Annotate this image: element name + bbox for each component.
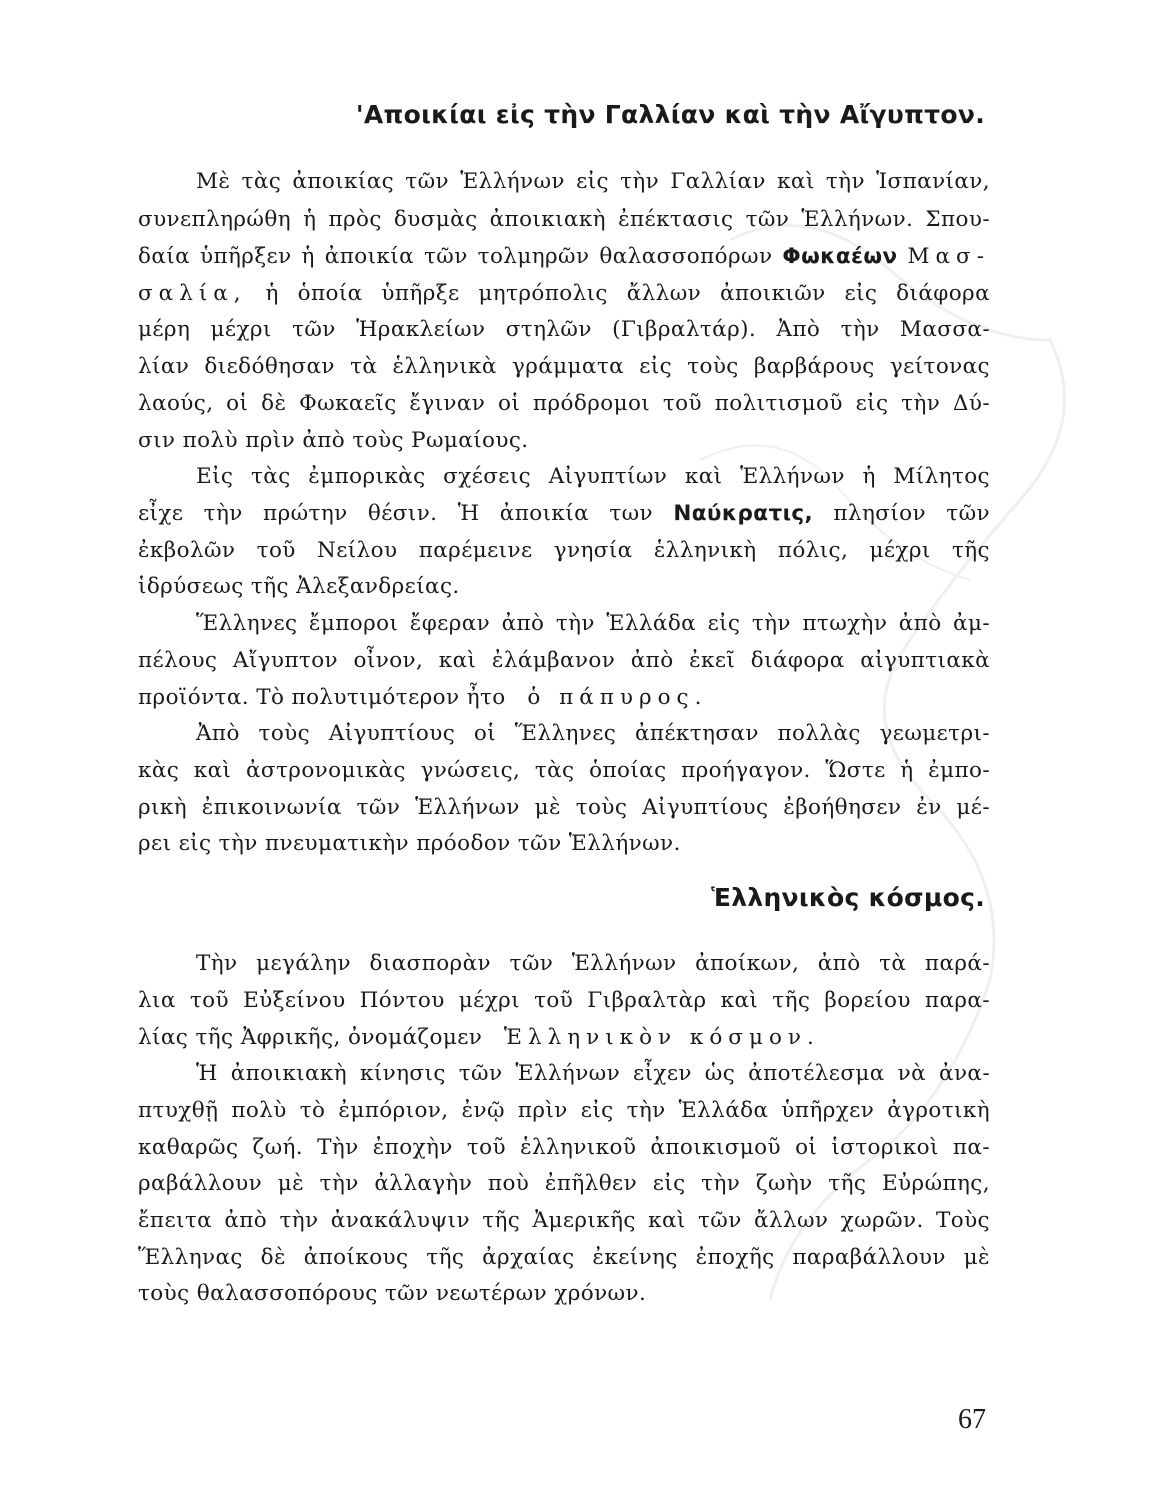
text-line: ἔπειτα ἀπὸ τὴν ἀνακάλυψιν τῆς Ἀμερικῆς καὶ τῶν ἄλλων χωρῶν. Τοὺς bbox=[138, 1208, 990, 1233]
text-line: Εἰς τὰς ἐμπορικὰς σχέσεις Αἰγυπτίων καὶ Ἑλλήνων ἡ Μίλητος bbox=[196, 464, 990, 489]
text-line: σιν πολὺ πρὶν ἀπὸ τοὺς Ρωμαίους. bbox=[138, 428, 529, 453]
text-line: λια τοῦ Εὐξείνου Πόντου μέχρι τοῦ Γιβραλτὰρ καὶ τῆς βορείου παρα- bbox=[138, 988, 990, 1013]
text-line: συνεπληρώθη ἡ πρὸς δυσμὰς ἀποικιακὴ ἐπέκτασις τῶν Ἑλλήνων. Σπου- bbox=[138, 207, 990, 232]
section-title-greek-world: Ἑλληνικὸς κόσμος. bbox=[711, 883, 985, 912]
text-line: καθαρῶς ζωή. Τὴν ἐποχὴν τοῦ ἑλληνικοῦ ἀποικισμοῦ οἱ ἱστορικοὶ πα- bbox=[138, 1135, 990, 1160]
text-line: λαούς, οἱ δὲ Φωκαεῖς ἔγιναν οἱ πρόδρομοι τοῦ πολιτισμοῦ εἰς τὴν Δύ- bbox=[138, 391, 990, 416]
text-span: πλησίον τῶν bbox=[833, 501, 990, 526]
text-span: προϊόντα. Τὸ πολυτιμότερον ἦτο bbox=[138, 685, 506, 710]
text-line bbox=[138, 243, 990, 271]
text-line: ἱδρύσεως τῆς Ἀλεξανδρείας. bbox=[138, 574, 460, 599]
text-span: Μασ- bbox=[907, 244, 990, 269]
text-line: λίαν διεδόθησαν τὰ ἑλληνικὰ γράμματα εἰς τοὺς βαρβάρους γείτονας bbox=[138, 354, 990, 379]
text-line: τοὺς θαλασσοπόρους τῶν νεωτέρων χρόνων. bbox=[138, 1281, 647, 1306]
text-line: Ἀπὸ τοὺς Αἰγυπτίους οἱ Ἕλληνες ἀπέκτησαν πολλὰς γεωμετρι- bbox=[196, 721, 990, 746]
text-line: ρικὴ ἐπικοινωνία τῶν Ἑλλήνων μὲ τοὺς Αἰγυπτίους ἐβοήθησεν ἐν μέ- bbox=[138, 795, 990, 820]
text-line bbox=[138, 1024, 990, 1052]
text-line: ραβάλλουν μὲ τὴν ἀλλαγὴν ποὺ ἐπῆλθεν εἰς τὴν ζωὴν τῆς Εὐρώπης, bbox=[138, 1171, 990, 1196]
text-line: ἐκβολῶν τοῦ Νείλου παρέμεινε γνησία ἑλληνικὴ πόλις, μέχρι τῆς bbox=[138, 538, 990, 563]
text-line bbox=[138, 684, 990, 712]
text-line: Ἕλληνες ἔμποροι ἔφεραν ἀπὸ τὴν Ἑλλάδα εἰς τὴν πτωχὴν ἀπὸ ἀμ- bbox=[196, 611, 990, 636]
section-title-colonies: 'Αποικίαι εἰς τὴν Γαλλίαν καὶ τὴν Αἴγυπτον. bbox=[355, 100, 985, 129]
text-line: Ἕλληνας δὲ ἀποίκους τῆς ἀρχαίας ἐκείνης ἐποχῆς παραβάλλουν μὲ bbox=[138, 1245, 990, 1270]
emphasis-papyrus: ὁ πάπυρος. bbox=[527, 685, 708, 710]
text-line bbox=[138, 500, 990, 528]
text-line: μέρη μέχρι τῶν Ἡρακλείων στηλῶν (Γιβραλτάρ). Ἀπὸ τὴν Μασσα- bbox=[138, 317, 990, 342]
text-line: Ἡ ἀποικιακὴ κίνησις τῶν Ἑλλήνων εἶχεν ὡς ἀποτέλεσμα νὰ ἀνα- bbox=[196, 1061, 990, 1086]
text-span: λίας τῆς Ἀφρικῆς, ὀνομάζομεν bbox=[138, 1025, 483, 1050]
text-line: Τὴν μεγάλην διασπορὰν τῶν Ἑλλήνων ἀποίκων, ἀπὸ τὰ παρά- bbox=[196, 951, 990, 976]
text-line: Μὲ τὰς ἀποικίας τῶν Ἑλλήνων εἰς τὴν Γαλλίαν καὶ τὴν Ἱσπανίαν, bbox=[196, 169, 990, 194]
text-line: πέλους Αἴγυπτον οἶνον, καὶ ἐλάμβανον ἀπὸ ἐκεῖ διάφορα αἰγυπτιακὰ bbox=[138, 648, 990, 673]
page-number: 67 bbox=[958, 1404, 986, 1435]
emphasis-hellenic-world: Ἑλληνικὸν κόσμον. bbox=[503, 1025, 820, 1050]
text-line bbox=[138, 280, 990, 308]
text-span: εἶχε τὴν πρώτην θέσιν. Ἡ ἀποικία των bbox=[138, 501, 654, 526]
text-span: ἡ ὁποία ὑπῆρξε μητρόπολις ἄλλων ἀποικιῶν εἰς διάφορα bbox=[265, 281, 991, 306]
text-line: ρει εἰς τὴν πνευματικὴν πρόοδον τῶν Ἑλλήνων. bbox=[138, 831, 681, 856]
emphasis-massalia: σαλία, bbox=[138, 281, 247, 306]
text-line: κὰς καὶ ἀστρονομικὰς γνώσεις, τὰς ὁποίας προήγαγον. Ὥστε ἡ ἐμπο- bbox=[138, 758, 990, 783]
text-line: πτυχθῇ πολὺ τὸ ἐμπόριον, ἐνῷ πρὶν εἰς τὴν Ἑλλάδα ὑπῆρχεν ἀγροτικὴ bbox=[138, 1098, 990, 1123]
emphasis-phokaeon: Φωκαέων bbox=[782, 244, 898, 269]
text-span: δαία ὑπῆρξεν ἡ ἀποικία τῶν τολμηρῶν θαλασσοπόρων bbox=[138, 244, 773, 269]
emphasis-naukratis: Ναύκρατις, bbox=[673, 501, 814, 526]
